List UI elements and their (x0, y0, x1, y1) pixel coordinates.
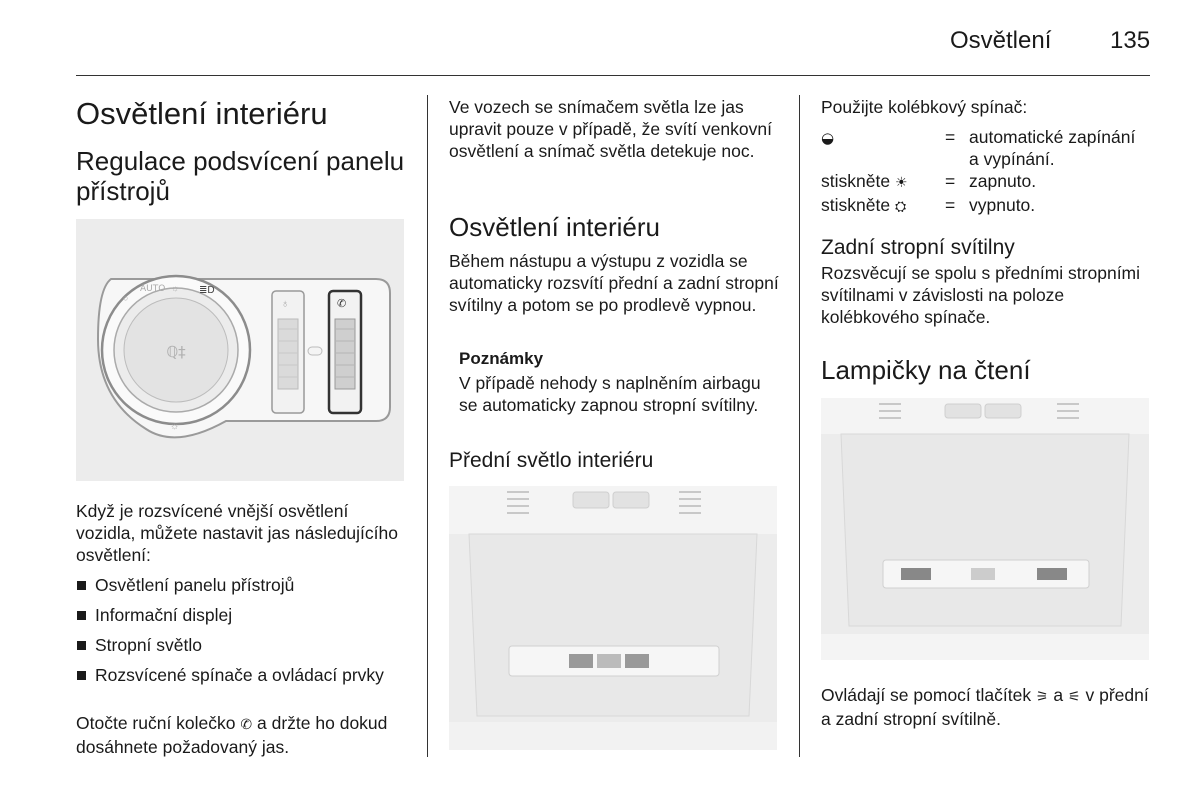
rear-lights-text: Rozsvěcují se spolu s předními stropními svítilnami v závislosti na poloze kolébkového spínače. (821, 263, 1141, 327)
front-dome-light-figure (449, 486, 777, 750)
table-row (821, 170, 1149, 194)
note-title: Poznámky (459, 349, 544, 368)
equals-cell: = (945, 127, 956, 147)
dimmer-text-before: Otočte ruční kolečko (76, 713, 236, 733)
table-row (821, 126, 1149, 170)
adjustable-lights-list (76, 574, 406, 694)
rear-lights-title: Zadní stropní svítilny (821, 236, 1015, 259)
symbol-cell (821, 126, 945, 170)
page-number: 135 (1110, 27, 1151, 54)
brightness-intro: Když je rozsvícené vnější osvětlení vozidla, můžete nastavit jas následujícího osvětlení: (76, 501, 398, 565)
table-row (821, 194, 1149, 218)
column-divider-1 (427, 95, 428, 757)
equals-cell: = (945, 195, 956, 215)
reading-lamp-right-icon: ⚟ (1068, 689, 1081, 705)
front-dome-light-illustration (449, 486, 777, 750)
door-switch-icon: ◒ (821, 129, 835, 147)
dimmer-text-after: a držte ho dokud dosáhnete požadovaný jas. (76, 713, 388, 757)
symbol-cell (821, 170, 945, 194)
header-rule (76, 75, 1150, 76)
list-item: Osvětlení panelu přístrojů (76, 574, 406, 596)
value-cell: automatické zapínání a vypínání. (969, 127, 1136, 169)
light-off-icon: ⛭ (894, 199, 907, 215)
rear-dome-light-figure (821, 398, 1149, 660)
symbol-cell (821, 194, 945, 218)
svg-text:ℚ‡: ℚ‡ (166, 343, 186, 361)
value-cell: vypnuto. (969, 195, 1036, 215)
rocker-switch-table (821, 126, 1149, 218)
interior-lighting-title: Osvětlení interiéru (449, 212, 660, 242)
press-label: stiskněte (821, 171, 891, 191)
sensor-note: Ve vozech se snímačem světla lze jas upravit pouze v případě, že svítí venkovní osvětlení a snímač světla detekuje noc. (449, 97, 772, 161)
reading-text-after: v přední a zadní stropní svítilně. (821, 685, 1149, 729)
reading-lamps-title: Lampičky na čtení (821, 355, 1031, 385)
list-item: Rozsvícené spínače a ovládací prvky (76, 664, 406, 686)
dimmer-wheel-icon: ✆ (240, 717, 253, 733)
section-title: Osvětlení interiéru (76, 96, 328, 131)
reading-text-before: Ovládají se pomocí tlačítek (821, 685, 1032, 705)
running-header-title: Osvětlení (950, 27, 1052, 54)
svg-text:♁: ♁ (281, 298, 290, 310)
value-cell: zapnuto. (969, 171, 1037, 191)
subsection-title: Regulace podsvícení panelu přístrojů (76, 146, 405, 206)
reading-lamp-left-icon: ⚞ (1035, 689, 1049, 705)
svg-text:✆: ✆ (337, 298, 347, 310)
svg-text:≣D: ≣D (199, 285, 215, 296)
svg-text:☼: ☼ (171, 283, 180, 293)
equals-cell: = (945, 171, 956, 191)
svg-text:○: ○ (123, 293, 129, 303)
list-item: Stropní světlo (76, 634, 406, 656)
list-item: Informační displej (76, 604, 406, 626)
dimmer-instruction (76, 712, 406, 758)
light-switch-illustration (76, 219, 404, 481)
light-switch-figure (76, 219, 404, 481)
reading-lamps-text (821, 684, 1151, 730)
rocker-switch-intro: Použijte kolébkový spínač: (821, 97, 1028, 117)
front-light-title: Přední světlo interiéru (449, 449, 654, 472)
reading-text-mid: a (1053, 685, 1064, 705)
column-divider-2 (799, 95, 800, 757)
press-label: stiskněte (821, 195, 891, 215)
auto-label: AUTO (140, 284, 166, 294)
interior-lighting-text: Během nástupu a výstupu z vozidla se automaticky rozsvítí přední a zadní stropní svítilny a potom se po prodlevě vypnou. (449, 251, 779, 315)
svg-text:☼: ☼ (170, 421, 180, 432)
rear-dome-light-illustration (821, 398, 1149, 660)
light-on-icon: ☀ (894, 175, 908, 191)
note-text: V případě nehody s naplněním airbagu se automaticky zapnou stropní svítilny. (459, 373, 761, 415)
